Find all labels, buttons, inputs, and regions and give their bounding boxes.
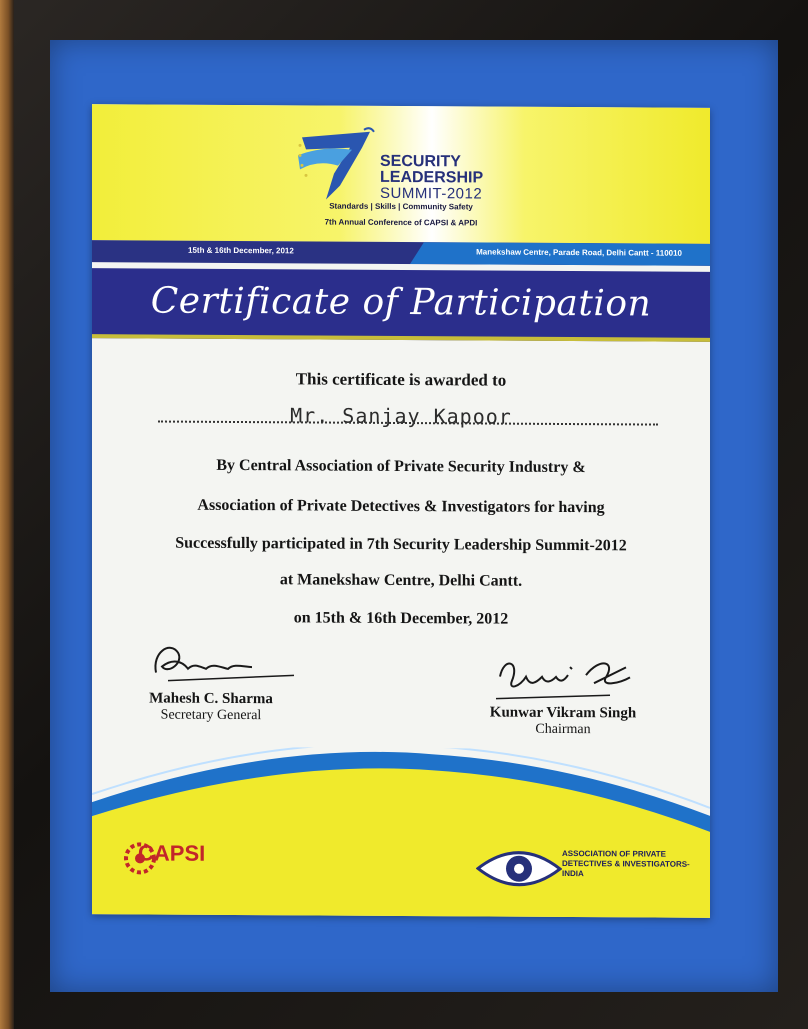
certificate-title: Certificate of Participation (150, 280, 652, 325)
signer-left-name: Mahesh C. Sharma (149, 690, 273, 708)
event-venue: Manekshaw Centre, Parade Road, Delhi Cantt - 110010 (476, 247, 682, 258)
seven-swoosh-icon (292, 125, 382, 206)
recipient-name: Mr. Sanjay Kapoor (290, 403, 512, 429)
body-line-2: Association of Private Detectives & Investigators for having (197, 496, 605, 517)
capsi-wordmark: CAPSI (138, 840, 206, 866)
event-date: 15th & 16th December, 2012 (188, 245, 294, 256)
capsi-logo (122, 834, 242, 895)
left-signature (148, 632, 298, 689)
summit-title-line1: SECURITY (380, 152, 461, 171)
signer-right-name: Kunwar Vikram Singh (489, 704, 637, 722)
title-band (92, 268, 710, 342)
awarded-to-text: This certificate is awarded to (295, 369, 507, 390)
conference-line: 7th Annual Conference of CAPSI & APDI (324, 217, 478, 228)
tagline: Standards | Skills | Community Safety (329, 201, 473, 212)
body-line-3: Successfully participated in 7th Security Leadership Summit-2012 (175, 534, 627, 555)
body-line-4: at Manekshaw Centre, Delhi Cantt. (279, 571, 523, 590)
apdi-name: ASSOCIATION OF PRIVATE DETECTIVES & INVESTIGATORS-INDIA (562, 848, 690, 879)
certificate (92, 104, 710, 918)
body-line-1: By Central Association of Private Security Industry & (216, 456, 586, 477)
signer-right-role: Chairman (535, 721, 591, 738)
right-signature (490, 647, 640, 706)
frame-edge (0, 0, 14, 1029)
body-line-5: on 15th & 16th December, 2012 (293, 609, 509, 628)
apdi-eye-icon (476, 846, 562, 891)
summit-title-line3: SUMMIT-2012 (380, 184, 483, 203)
signer-right (458, 704, 668, 738)
signer-left-role: Secretary General (160, 707, 262, 724)
summit-title-line2: LEADERSHIP (380, 168, 484, 187)
certificate-header (92, 104, 710, 244)
signer-left (126, 690, 296, 724)
date-venue-bar (92, 240, 710, 266)
